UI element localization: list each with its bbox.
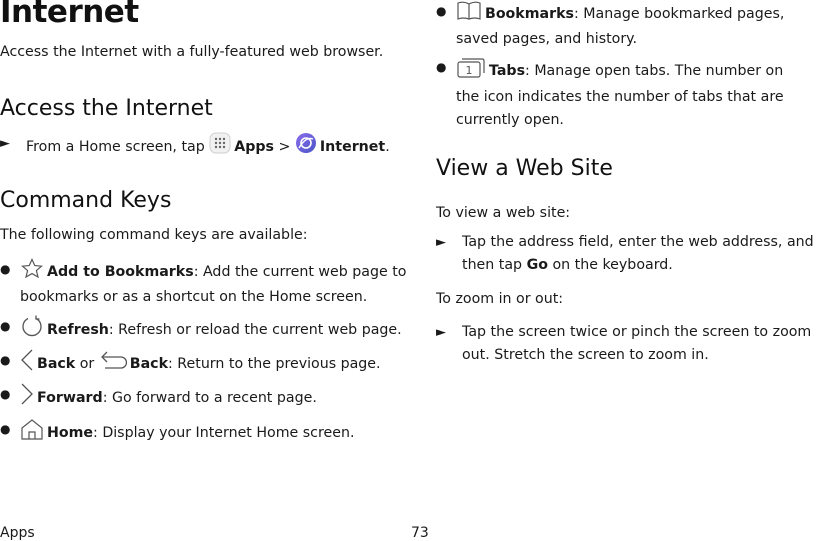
bullet: ● <box>0 353 11 367</box>
refresh-icon <box>20 315 44 345</box>
arrow-bullet: ► <box>436 325 446 340</box>
access-heading: Access the Internet <box>0 96 213 121</box>
bookmarks-icon <box>456 0 482 28</box>
list-item-add-bookmarks: ● Add to Bookmarks: Add the current web page to bookmarks or as a shortcut on the Home screen. <box>0 258 410 309</box>
back-chevron-icon <box>20 349 34 379</box>
view-site-intro: To view a web site: <box>436 205 571 221</box>
page-number: 73 <box>411 525 429 541</box>
svg-text:1: 1 <box>465 64 473 77</box>
view-site-heading: View a Web Site <box>436 156 613 181</box>
list-item-back: ● Back or Back: Return to the previous page. <box>0 349 410 379</box>
list-item-tabs: ● 1 Tabs: Manage open tabs. The number on the icon indicates the number of tabs that are currently open. <box>436 56 796 132</box>
bullet: ● <box>436 4 447 18</box>
bullet: ● <box>0 319 11 333</box>
list-item-home: ● Home: Display your Internet Home screen. <box>0 418 410 448</box>
access-step-text: From a Home screen, tap Apps > Internet. <box>26 132 390 162</box>
list-item-forward: ● Forward: Go forward to a recent page. <box>0 383 410 413</box>
bullet: ● <box>0 262 11 276</box>
home-icon <box>20 418 44 448</box>
command-keys-heading: Command Keys <box>0 188 172 213</box>
zoom-intro: To zoom in or out: <box>436 291 564 307</box>
back-arrow-icon <box>99 350 127 378</box>
arrow-bullet: ► <box>436 235 446 250</box>
forward-chevron-icon <box>20 383 34 413</box>
list-item-bookmarks: ● Bookmarks: Manage bookmarked pages, saved pages, and history. <box>436 0 829 51</box>
arrow-bullet: ► <box>0 136 10 151</box>
command-keys-intro: The following command keys are available: <box>0 227 308 243</box>
page-title: Internet <box>0 0 139 30</box>
apps-icon <box>209 132 231 162</box>
bullet: ● <box>436 60 447 74</box>
bullet: ● <box>0 422 11 436</box>
access-step <box>0 132 410 162</box>
list-item-refresh: ● Refresh: Refresh or reload the current web page. <box>0 315 410 345</box>
internet-label: Internet <box>319 139 386 155</box>
view-site-step: ► Tap the address field, enter the web address, and then tap Go on the keyboard. <box>436 231 826 277</box>
footer-section: Apps <box>0 525 35 541</box>
zoom-step: ► Tap the screen twice or pinch the screen to zoom out. Stretch the screen to zoom in. <box>436 321 826 367</box>
bullet: ● <box>0 387 11 401</box>
internet-icon <box>295 132 317 162</box>
go-label: Go <box>526 257 548 273</box>
star-icon <box>20 258 44 286</box>
intro-text: Access the Internet with a fully-featured web browser. <box>0 44 384 60</box>
tabs-icon <box>456 56 486 86</box>
apps-label: Apps <box>234 139 274 155</box>
